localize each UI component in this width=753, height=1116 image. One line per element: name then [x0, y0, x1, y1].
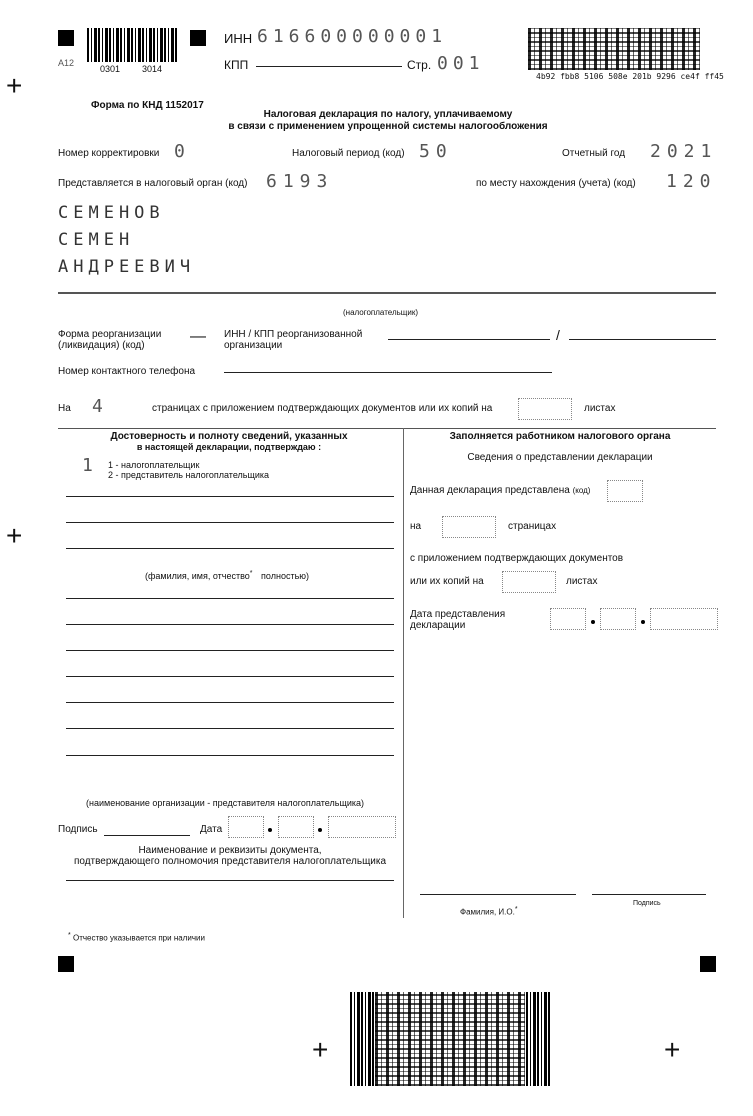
- registration-cross: +: [312, 1034, 329, 1065]
- date-separator-dot: [318, 828, 322, 832]
- kpp-label: КПП: [224, 58, 249, 72]
- bottom-2d-barcode: [375, 992, 525, 1086]
- reorg-inn-kpp-label-1: ИНН / КПП реорганизованной: [224, 329, 363, 340]
- footnote-star: *: [68, 932, 71, 939]
- confirm-option-2: 2 - представитель налогоплательщика: [108, 470, 270, 480]
- 2d-barcode: [528, 28, 700, 70]
- officer-heading: Заполняется работником налогового органа: [449, 431, 671, 442]
- form-title-line2: в связи с применением упрощенной системы налогообложения: [228, 121, 548, 132]
- reorg-inn-kpp-label-2: организации: [224, 340, 283, 351]
- year-label: Отчетный год: [562, 148, 626, 159]
- barcode-number-1: 0301: [100, 64, 121, 74]
- fio-line[interactable]: [66, 548, 394, 549]
- date-label: Дата: [200, 824, 223, 835]
- fio-line[interactable]: [66, 522, 394, 523]
- reorg-slash: /: [556, 327, 560, 343]
- confirm-heading-2: в настоящей декларации, подтверждаю :: [136, 442, 322, 452]
- taxpayer-name-line2[interactable]: СЕМЕН: [58, 230, 135, 250]
- reorg-inn-line[interactable]: [388, 339, 550, 340]
- section-divider: [58, 428, 716, 429]
- location-label: по месту нахождения (учета) (код): [476, 178, 636, 189]
- registration-square: [58, 30, 74, 46]
- presented-code: (код): [572, 486, 591, 495]
- date-year-cell[interactable]: [328, 816, 396, 838]
- presented-code-cell[interactable]: [607, 480, 643, 502]
- inn-label: ИНН: [224, 31, 253, 46]
- officer-date-year-cell[interactable]: [650, 608, 718, 630]
- officer-fio-star: *: [514, 906, 518, 913]
- officer-date-day-cell[interactable]: [550, 608, 586, 630]
- phone-input-line[interactable]: [224, 372, 552, 373]
- officer-fio-text: Фамилия, И.О.: [460, 907, 515, 917]
- correction-value[interactable]: 0: [174, 141, 191, 162]
- org-line[interactable]: [66, 624, 394, 625]
- reorg-kpp-line[interactable]: [569, 339, 716, 340]
- year-value[interactable]: 2021: [650, 141, 718, 162]
- date-separator-dot: [591, 620, 595, 624]
- date-day-cell[interactable]: [228, 816, 264, 838]
- officer-date-label-2: декларации: [410, 620, 466, 631]
- registration-cross: +: [6, 520, 23, 551]
- officer-fio-label: [460, 906, 518, 917]
- officer-date-month-cell[interactable]: [600, 608, 636, 630]
- confirm-option-1: 1 - налогоплательщик: [108, 460, 200, 470]
- taxpayer-name-line3[interactable]: АНДРЕЕВИЧ: [58, 257, 196, 277]
- doc-caption-2: подтверждающего полномочия представителя налогоплательщика: [73, 856, 387, 867]
- officer-copies-label: или их копий на: [410, 576, 484, 587]
- period-value[interactable]: 50: [419, 141, 453, 162]
- fio-caption-text: (фамилия, имя, отчество: [145, 571, 250, 581]
- taxpayer-name-line1[interactable]: СЕМЕНОВ: [58, 203, 165, 223]
- date-separator-dot: [641, 620, 645, 624]
- barcode-label: A12: [58, 58, 75, 68]
- period-label: Налоговый период (код): [292, 148, 405, 159]
- org-line[interactable]: [66, 702, 394, 703]
- doc-line[interactable]: [66, 880, 394, 881]
- doc-caption-1: Наименование и реквизиты документа,: [138, 845, 322, 856]
- officer-pages-cell[interactable]: [442, 516, 496, 538]
- reorg-form-label-1: Форма реорганизации: [58, 329, 162, 340]
- registration-square: [58, 956, 74, 972]
- org-line[interactable]: [66, 598, 394, 599]
- signature-label: Подпись: [58, 824, 98, 835]
- org-line[interactable]: [66, 755, 394, 756]
- registration-cross: +: [664, 1034, 681, 1065]
- registration-cross: +: [6, 70, 23, 101]
- pages-on-label: На: [58, 403, 71, 414]
- fio-caption: [145, 570, 309, 581]
- presented-label: [410, 485, 590, 496]
- form-knd: Форма по КНД 1152017: [91, 100, 204, 111]
- footnote: [68, 932, 205, 943]
- officer-date-label-1: Дата представления: [410, 609, 506, 620]
- officer-attach-label: с приложением подтверждающих документов: [410, 553, 624, 564]
- column-divider: [403, 428, 404, 918]
- org-line[interactable]: [66, 676, 394, 677]
- date-separator-dot: [268, 828, 272, 832]
- officer-signature-label: Подпись: [633, 900, 661, 907]
- presented-label-text: Данная декларация представлена: [410, 485, 570, 496]
- officer-subheading: Сведения о представлении декларации: [467, 452, 653, 463]
- hash-text: 4b92 fbb8 5106 508e 201b 9296 ce4f ff45: [536, 72, 724, 81]
- page-label: Стр.: [407, 58, 432, 72]
- correction-label: Номер корректировки: [58, 148, 160, 159]
- reorg-form-value[interactable]: —: [190, 328, 206, 345]
- phone-label: Номер контактного телефона: [58, 366, 196, 377]
- authority-label: Представляется в налоговый орган (код): [58, 178, 248, 189]
- org-caption: (наименование организации - представителя налогоплательщика): [86, 798, 365, 808]
- confirm-heading-1: Достоверность и полноту сведений, указанных: [110, 431, 348, 442]
- pages-text: страницах с приложением подтверждающих документов или их копий на: [152, 403, 493, 414]
- pages-count[interactable]: 4: [92, 396, 109, 417]
- officer-sheets-label: листах: [566, 576, 598, 587]
- footnote-text: Отчество указывается при наличии: [72, 933, 205, 943]
- fio-line[interactable]: [66, 496, 394, 497]
- pages-sheets-label: листах: [584, 403, 616, 414]
- kpp-dash: [256, 66, 402, 67]
- org-line[interactable]: [66, 650, 394, 651]
- location-value[interactable]: 120: [666, 171, 717, 192]
- org-line[interactable]: [66, 728, 394, 729]
- officer-pages-label: страницах: [508, 521, 557, 532]
- page-value: 001: [437, 53, 485, 74]
- reorg-form-label-2: (ликвидация) (код): [58, 340, 145, 351]
- officer-fio-line[interactable]: [420, 894, 576, 895]
- date-month-cell[interactable]: [278, 816, 314, 838]
- fio-caption-end: полностью): [261, 571, 310, 581]
- barcode-number-2: 3014: [142, 64, 163, 74]
- form-title-line1: Налоговая декларация по налогу, уплачиваемому: [263, 109, 513, 120]
- signature-line[interactable]: [104, 835, 190, 836]
- taxpayer-underline: [58, 292, 716, 294]
- linear-barcode: [87, 28, 177, 62]
- taxpayer-caption: (налогоплательщик): [343, 308, 419, 317]
- attachment-sheets-cell[interactable]: [518, 398, 572, 420]
- registration-square: [190, 30, 206, 46]
- officer-signature-line[interactable]: [592, 894, 706, 895]
- registration-square: [700, 956, 716, 972]
- officer-on-label: на: [410, 521, 422, 532]
- confirm-value[interactable]: 1: [82, 455, 99, 476]
- inn-value[interactable]: 616600000001: [257, 26, 448, 47]
- officer-sheets-cell[interactable]: [502, 571, 556, 593]
- authority-value[interactable]: 6193: [266, 171, 334, 192]
- fio-caption-star: *: [249, 570, 253, 577]
